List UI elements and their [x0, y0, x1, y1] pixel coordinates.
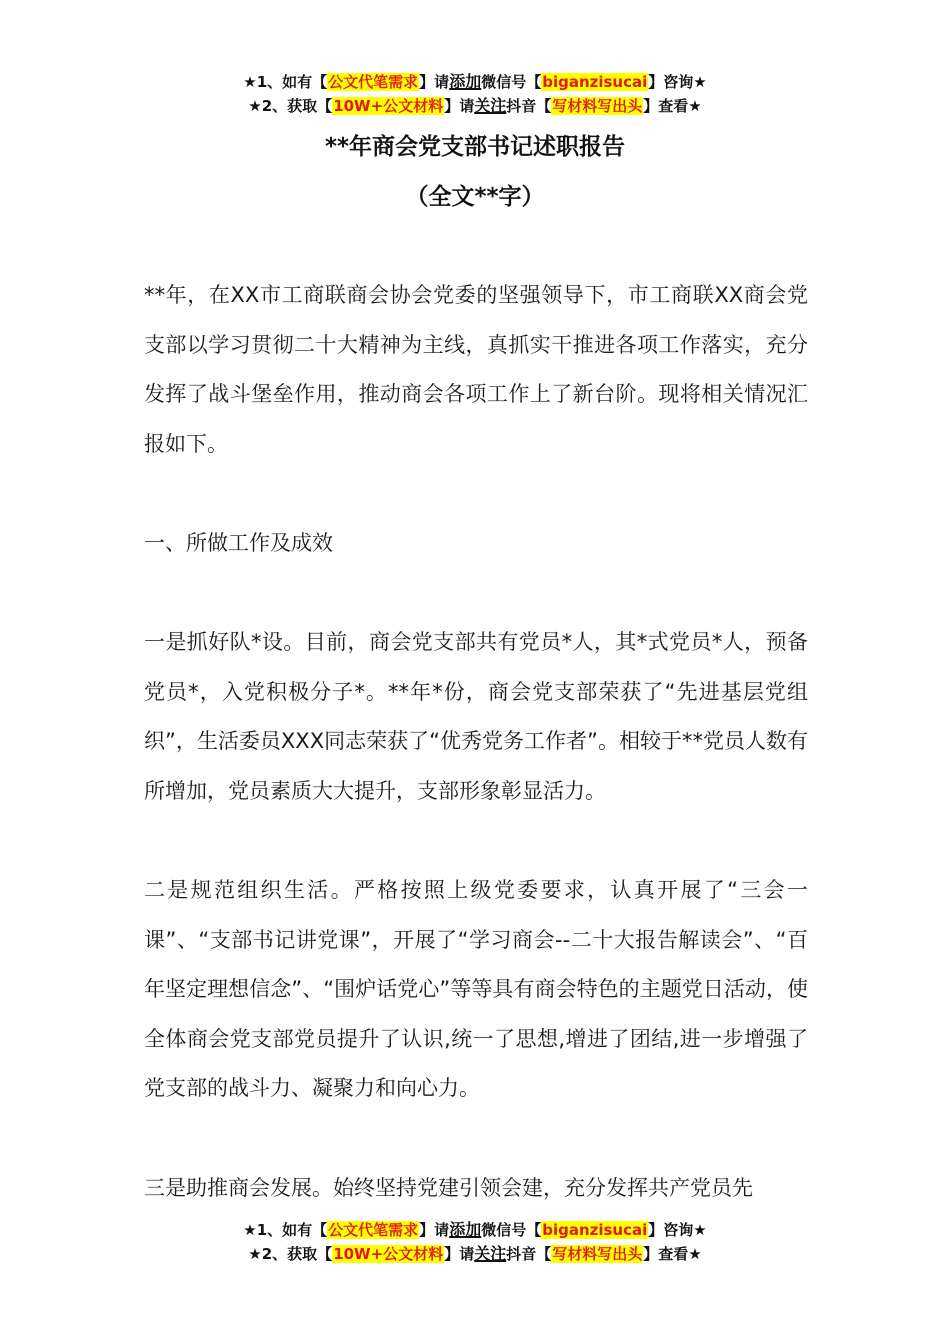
- promo-highlight: 10W+公文材料: [333, 1245, 444, 1263]
- promo-text: ★1、如有【: [243, 1221, 328, 1239]
- promo-text: 】请: [419, 73, 450, 91]
- promo-text: 】咨询★: [648, 73, 707, 91]
- promo-line-2: [0, 1242, 950, 1266]
- promo-text: 】请: [419, 1221, 450, 1239]
- promo-underline: 添加: [449, 72, 482, 91]
- promo-highlight: 10W+公文材料: [333, 97, 444, 115]
- promo-line-1: [0, 1218, 950, 1242]
- promo-text: 】查看★: [643, 1245, 702, 1263]
- promo-underline: 关注: [474, 96, 507, 115]
- document-title: **年商会党支部书记述职报告: [324, 134, 626, 160]
- promo-highlight: biganzisucai: [542, 1221, 648, 1239]
- promo-line-1: [0, 70, 950, 94]
- paragraph-intro: **年，在XX市工商联商会协会党委的坚强领导下，市工商联XX商会党支部以学习贯彻二十大精神为主线，真抓实干推进各项工作落实，充分发挥了战斗堡垒作用，推动商会各项工作上了新台阶。现将相关情况汇报如下。: [144, 283, 808, 456]
- promo-text: 】请: [444, 1245, 475, 1263]
- section-heading: 一、所做工作及成效: [144, 531, 333, 555]
- promo-text: ★1、如有【: [243, 73, 328, 91]
- promo-text: 】咨询★: [648, 1221, 707, 1239]
- promo-text: ★2、获取【: [248, 97, 333, 115]
- promo-highlight: 公文代笔需求: [328, 1221, 419, 1239]
- promo-text: 抖音【: [506, 97, 552, 115]
- promo-text: ★2、获取【: [248, 1245, 333, 1263]
- promo-underline: 添加: [449, 1220, 482, 1239]
- paragraph-organization-life: 二是规范组织生活。严格按照上级党委要求，认真开展了“三会一课”、“支部书记讲党课”，开展了“学习商会--二十大报告解读会”、“百年坚定理想信念”、“围炉话党心”等等具有商会特色的主题党日活动，使全体商会党支部党员提升了认识,统一了思想,增进了团结,进一步增强了党支部的战斗力、凝聚力和向心力。: [144, 878, 808, 1100]
- promo-highlight: biganzisucai: [542, 73, 648, 91]
- promo-underline: 关注: [474, 1244, 507, 1263]
- promo-text: 抖音【: [506, 1245, 552, 1263]
- promo-highlight: 写材料写出头: [552, 1245, 643, 1263]
- promo-text: 】查看★: [643, 97, 702, 115]
- promo-text: 微信号【: [481, 1221, 542, 1239]
- promo-text: 】请: [444, 97, 475, 115]
- promo-text: 微信号【: [481, 73, 542, 91]
- promo-line-2: [0, 94, 950, 118]
- bottom-promo-banner: [0, 1218, 950, 1266]
- promo-highlight: 写材料写出头: [552, 97, 643, 115]
- document-subtitle: （全文**字）: [405, 184, 545, 210]
- paragraph-chamber-development: 三是助推商会发展。始终坚持党建引领会建，充分发挥共产党员先: [144, 1176, 753, 1200]
- top-promo-banner: [0, 70, 950, 118]
- paragraph-team-building: 一是抓好队*设。目前，商会党支部共有党员*人，其*式党员*人，预备党员*，入党积极分子*。**年*份，商会党支部荣获了“先进基层党组织”，生活委员XXX同志荣获了“优秀党务工作者”。相较于**党员人数有所增加，党员素质大大提升，支部形象彰显活力。: [144, 630, 808, 803]
- promo-highlight: 公文代笔需求: [328, 73, 419, 91]
